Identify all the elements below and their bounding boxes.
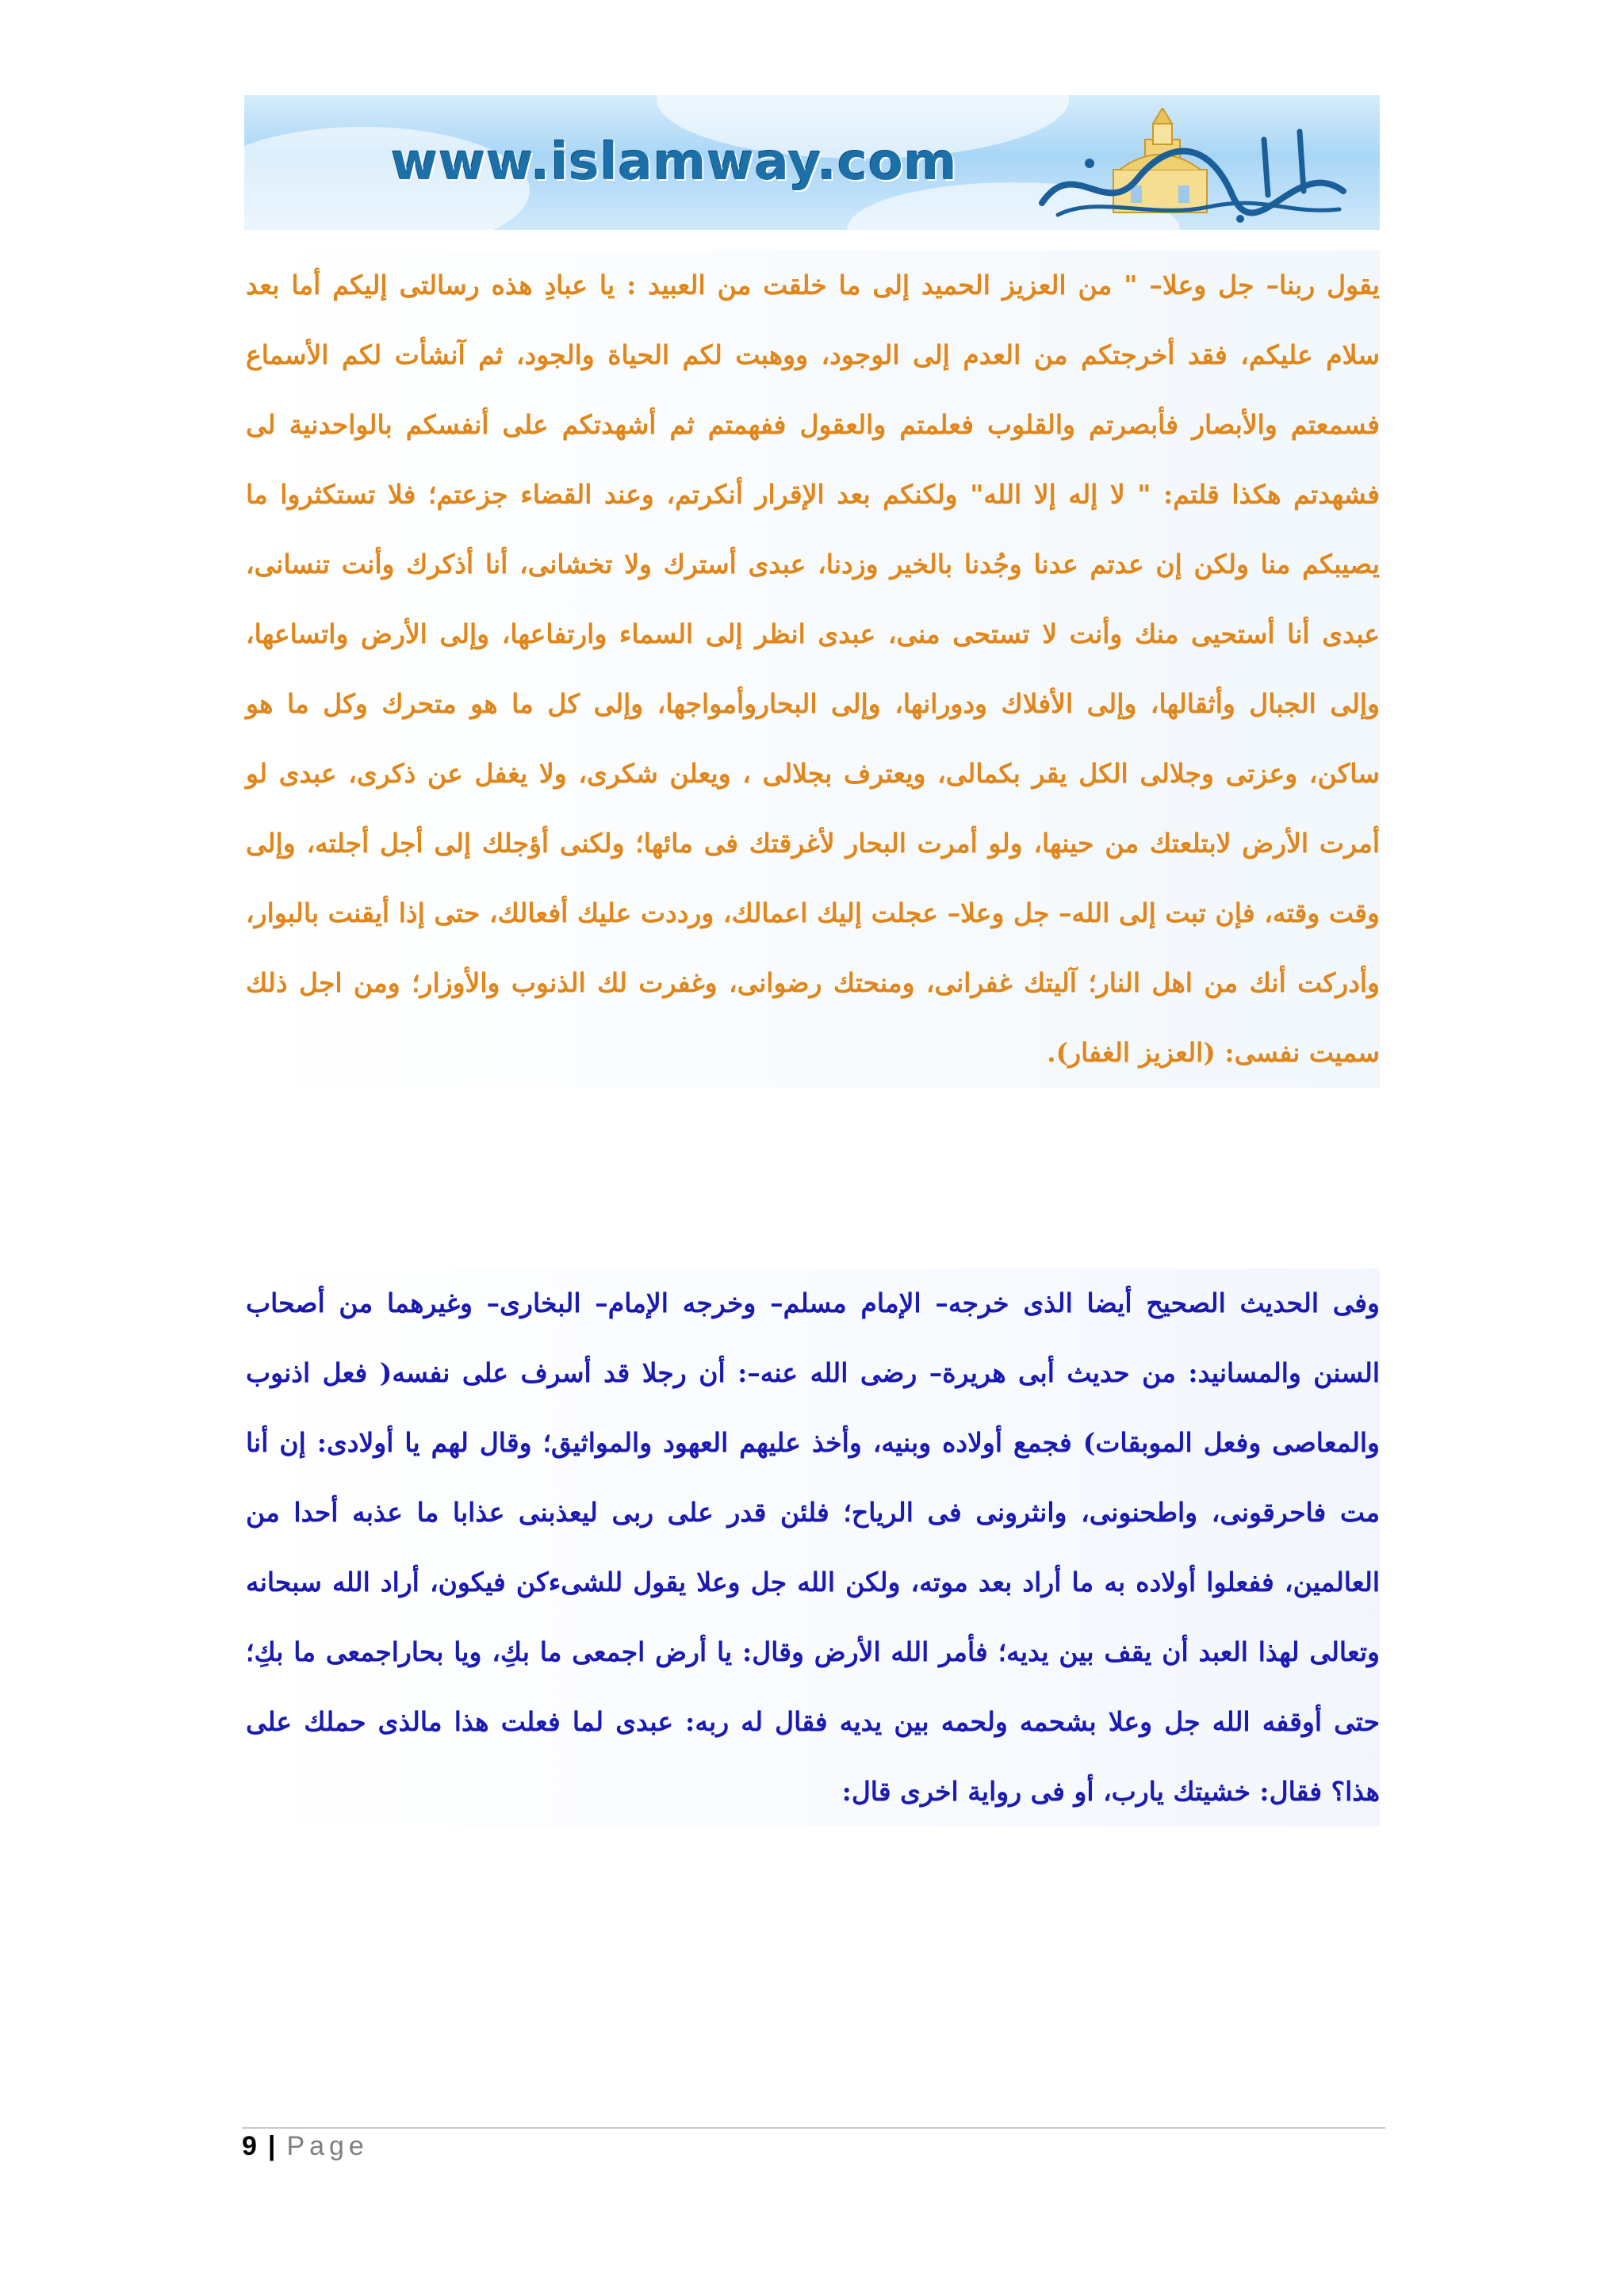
paragraph-hadith: وفى الحديث الصحيح أيضا الذى خرجه– الإمام مسلم– وخرجه الإمام– البخارى– وغيرهما من أصحاب السنن والمسانيد: من حديث أبى هريرة– رضى الله عنه–: أن رجلا قد أسرف على نفسه( فعل اذنوب والمعاصى وفعل الموبقات) فجمع أولاده وبنيه، وأخذ عليهم العهود والمواثيق؛ وقال لهم يا أولادى: إن أنا مت فاحرقونى، واطحنونى، وانثرونى فى الرياح؛ فلئن قدر على ربى ليعذبنى عذابا ما عذبه أحدا من العالمين، ففعلوا أولاده به ما أراد بعد موته، ولكن الله جل وعلا يقول للشىءكن فيكون، أراد الله سبحانه وتعالى لهذا العبد أن يقف بين يديه؛ فأمر الله الأرض وقال: يا أرض اجمعى ما بكِ، ويا بحاراجمعى ما بكِ؛ حتى أوقفه الله جل وعلا بشحمه ولحمه بين يديه فقال له ربه: عبدى لما فعلت هذا مالذى حملك على هذا؟ فقال: خشيتك يارب، أو فى رواية اخرى قال: — [246, 1269, 1380, 1827]
paragraph-divine-message: يقول ربنا– جل وعلا– " من العزيز الحميد إلى ما خلقت من العبيد : يا عبادِ هذه رسالتى إليكم أما بعد سلام عليكم، فقد أخرجتكم من العدم إلى الوجود، ووهبت لكم الحياة والجود، ثم آنشأت لكم الأسماع فسمعتم والأبصار فأبصرتم والقلوب فعلمتم والعقول ففهمتم ثم أشهدتكم على أنفسكم بالواحدنية لى فشهدتم هكذا قلتم: " لا إله إلا الله" ولكنكم بعد الإقرار أنكرتم، وعند القضاء جزعتم؛ فلا تستكثروا ما يصيبكم منا ولكن إن عدتم عدنا وجُدنا بالخير وزدنا، عبدى أسترك ولا تخشانى، أنا أذكرك وأنت تنسانى، عبدى أنا أستحيى منك وأنت لا تستحى منى، عبدى انظر إلى السماء وارتفاعها، وإلى الأرض واتساعها، وإلى الجبال وأثقالها، وإلى الأفلاك ودورانها، وإلى البحاروأمواجها، وإلى كل ما هو متحرك وكل ما هو ساكن، وعزتى وجلالى الكل يقر بكمالى، ويعترف بجلالى ، ويعلن شكرى، ولا يغفل عن ذكرى، عبدى لو أمرت الأرض لابتلعتك من حينها، ولو أمرت البحار لأغرقتك فى مائها؛ ولكنى أؤجلك إلى أجل أجلته، وإلى وقت وقته، فإن تبت إلى الله– جل وعلا– عجلت إليك اعمالك، ورددت عليك أفعالك، حتى إذا أيقنت بالبوار، وأدركت أنك من اهل النار؛ آليتك غفرانى، ومنحتك رضوانى، وغفرت لك الذنوب والأوزار؛ ومن اجل ذلك سميت نفسى: (العزيز الغفار). — [246, 251, 1380, 1088]
footer-divider — [242, 2127, 1385, 2129]
islamway-logo — [1026, 108, 1359, 227]
header-banner — [244, 95, 1380, 230]
footer-separator: | — [267, 2131, 276, 2161]
page-footer — [242, 2131, 369, 2162]
page-label: Page — [286, 2131, 369, 2161]
page-number: 9 — [242, 2131, 257, 2161]
site-url[interactable]: www.islamway.com — [391, 133, 958, 192]
